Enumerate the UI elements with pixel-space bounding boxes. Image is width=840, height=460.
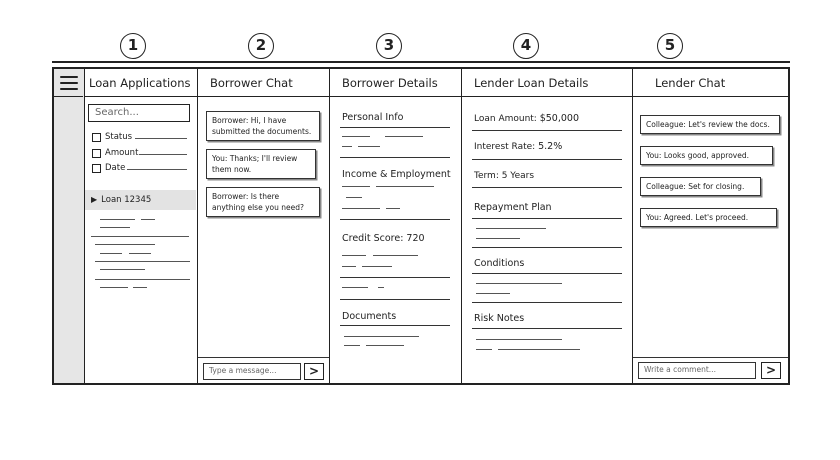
- send-comment-button[interactable]: >: [761, 362, 781, 379]
- interest-rate-label: Interest Rate:: [474, 142, 536, 152]
- chat-message: Borrower: Hi, I have submitted the documents.: [206, 111, 320, 141]
- lender-loan-details-title: Lender Loan Details: [462, 69, 632, 97]
- comment-message: You: Agreed. Let's proceed.: [640, 208, 777, 227]
- send-button[interactable]: >: [304, 363, 324, 380]
- loan-amount-row: [474, 113, 579, 124]
- date-filter-checkbox[interactable]: [92, 164, 101, 173]
- risk-notes-heading: Risk Notes: [474, 313, 525, 324]
- borrower-details-panel: [330, 69, 462, 383]
- lender-loan-details-panel: [462, 69, 633, 383]
- term-row: Term: 5 Years: [474, 171, 535, 181]
- documents-heading: Documents: [342, 311, 397, 322]
- comment-message: You: Looks good, approved.: [640, 146, 773, 165]
- date-filter-label: Date: [105, 163, 126, 173]
- amount-filter-label: Amount: [105, 148, 139, 158]
- status-filter-label: Status: [105, 132, 133, 142]
- play-icon: ▶: [91, 195, 98, 204]
- step-3-marker: 3: [376, 33, 402, 59]
- comment-input[interactable]: Write a comment...: [638, 362, 756, 379]
- income-employment-heading: Income & Employment: [342, 169, 451, 180]
- status-filter-checkbox[interactable]: [92, 133, 101, 142]
- interest-rate-row: [474, 141, 562, 152]
- loan-amount-value: $50,000: [539, 113, 580, 124]
- loan-item-label: Loan 12345: [101, 195, 152, 205]
- conditions-heading: Conditions: [474, 258, 525, 269]
- nav-rail: [54, 69, 85, 383]
- personal-info-heading: Personal Info: [342, 112, 404, 123]
- comment-message: Colleague: Set for closing.: [640, 177, 761, 196]
- chat-message: Borrower: Is there anything else you need?: [206, 187, 320, 217]
- borrower-details-title: Borrower Details: [330, 69, 461, 97]
- amount-filter-checkbox[interactable]: [92, 149, 101, 158]
- credit-score-heading: Credit Score: 720: [342, 233, 425, 244]
- message-input[interactable]: Type a message...: [203, 363, 301, 380]
- menu-icon[interactable]: [60, 76, 78, 90]
- step-4-marker: 4: [513, 33, 539, 59]
- loan-list-item-selected[interactable]: [85, 190, 196, 210]
- chat-message: You: Thanks; I'll review them now.: [206, 149, 316, 179]
- comment-message: Colleague: Let's review the docs.: [640, 115, 780, 134]
- top-divider: [52, 61, 790, 63]
- loan-amount-label: Loan Amount:: [474, 114, 537, 124]
- borrower-chat-panel: [198, 69, 330, 383]
- lender-chat-panel: [633, 69, 788, 383]
- loan-applications-title: Loan Applications: [85, 69, 197, 97]
- step-5-marker: 5: [657, 33, 683, 59]
- repayment-plan-heading: Repayment Plan: [474, 202, 552, 213]
- app-window: [52, 67, 790, 385]
- step-2-marker: 2: [248, 33, 274, 59]
- search-input[interactable]: Search...: [88, 104, 190, 122]
- loan-applications-panel: [85, 69, 198, 383]
- step-1-marker: 1: [120, 33, 146, 59]
- lender-chat-title: Lender Chat: [633, 69, 788, 97]
- borrower-chat-title: Borrower Chat: [198, 69, 329, 97]
- interest-rate-value: 5.2%: [538, 141, 563, 152]
